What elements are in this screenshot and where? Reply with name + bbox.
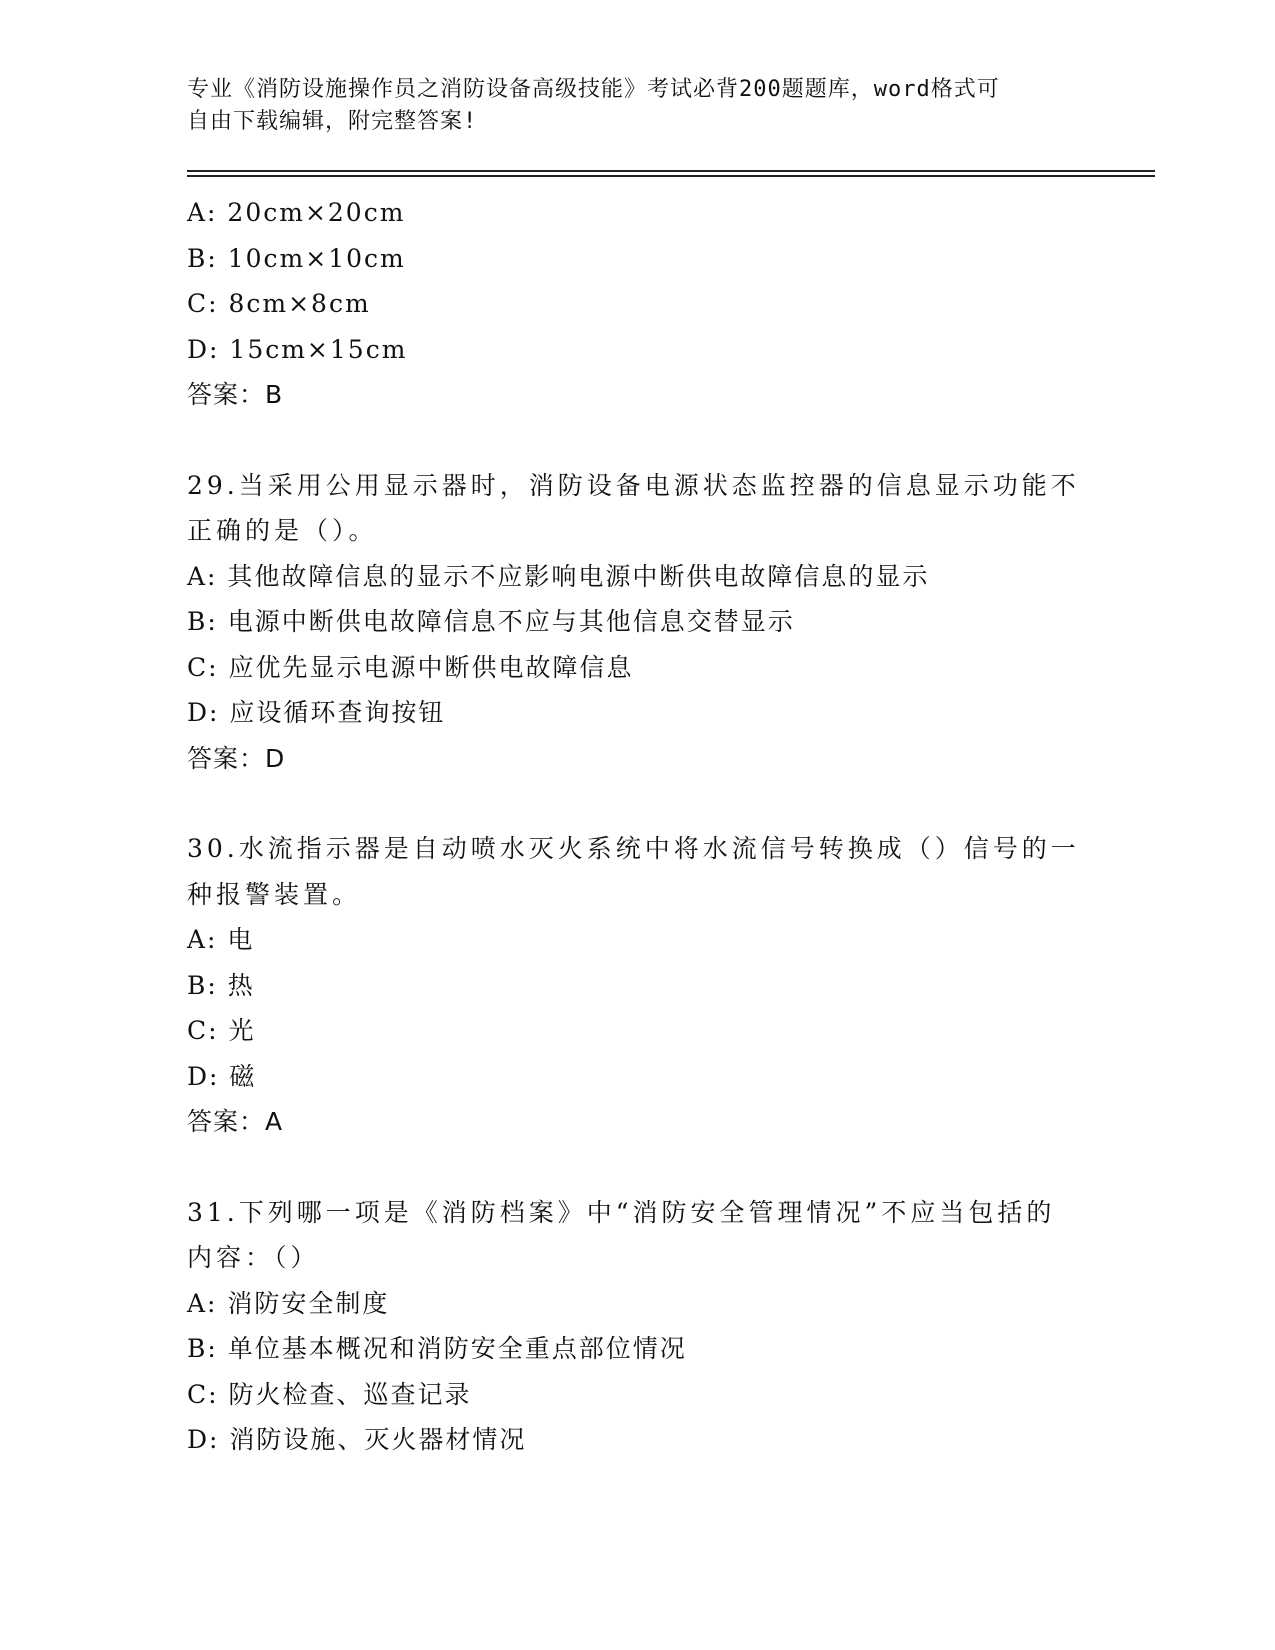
option-b: B: 10cm×10cm <box>187 243 406 273</box>
question-31 <box>187 1190 1087 1463</box>
question-stem-line-1: 31.下列哪一项是《消防档案》中“消防安全管理情况”不应当包括的 <box>187 1197 1056 1227</box>
option-b: B: 热 <box>187 970 255 1000</box>
answer-line: 答案：D <box>187 743 286 773</box>
question-spacer <box>187 1145 1087 1190</box>
option-d: D: 磁 <box>187 1061 257 1091</box>
answer-line: 答案：A <box>187 1107 284 1136</box>
answer-line: 答案：B <box>187 380 284 409</box>
option-c: C: 8cm×8cm <box>187 289 371 318</box>
option-a: A: 其他故障信息的显示不应影响电源中断供电故障信息的显示 <box>187 561 930 591</box>
option-c: C: 应优先显示电源中断供电故障信息 <box>187 652 634 682</box>
option-c: C: 光 <box>187 1016 256 1045</box>
question-29 <box>187 463 1087 782</box>
option-a: A: 20cm×20cm <box>187 198 406 227</box>
question-stem-line-1: 30.水流指示器是自动喷水灭火系统中将水流信号转换成（）信号的一 <box>187 834 1080 863</box>
question-spacer <box>187 781 1087 826</box>
header-divider-top <box>187 170 1155 172</box>
option-d: D: 15cm×15cm <box>187 334 408 364</box>
option-a: A: 电 <box>187 925 255 954</box>
question-30 <box>187 826 1087 1145</box>
option-c: C: 防火检查、巡查记录 <box>187 1379 472 1409</box>
option-d: D: 应设循环查询按钮 <box>187 698 446 727</box>
question-28 <box>187 190 1087 418</box>
question-stem-line-2: 种报警装置。 <box>187 879 362 909</box>
header-title-line-1: 专业《消防设施操作员之消防设备高级技能》考试必背200题题库，word格式可 <box>187 77 1000 102</box>
question-stem-line-1: 29.当采用公用显示器时，消防设备电源状态监控器的信息显示功能不 <box>187 470 1080 500</box>
option-b: B: 单位基本概况和消防安全重点部位情况 <box>187 1334 687 1363</box>
option-b: B: 电源中断供电故障信息不应与其他信息交替显示 <box>187 607 795 636</box>
question-stem-line-2: 正确的是（）。 <box>187 516 378 545</box>
question-list <box>187 190 1087 1463</box>
option-d: D: 消防设施、灭火器材情况 <box>187 1425 527 1454</box>
header-title-line-2: 自由下载编辑，附完整答案! <box>187 109 478 134</box>
option-a: A: 消防安全制度 <box>187 1288 390 1318</box>
document-header <box>187 74 1087 138</box>
question-stem-line-2: 内容：（） <box>187 1243 320 1272</box>
question-spacer <box>187 418 1087 463</box>
header-divider-bottom <box>187 175 1155 177</box>
